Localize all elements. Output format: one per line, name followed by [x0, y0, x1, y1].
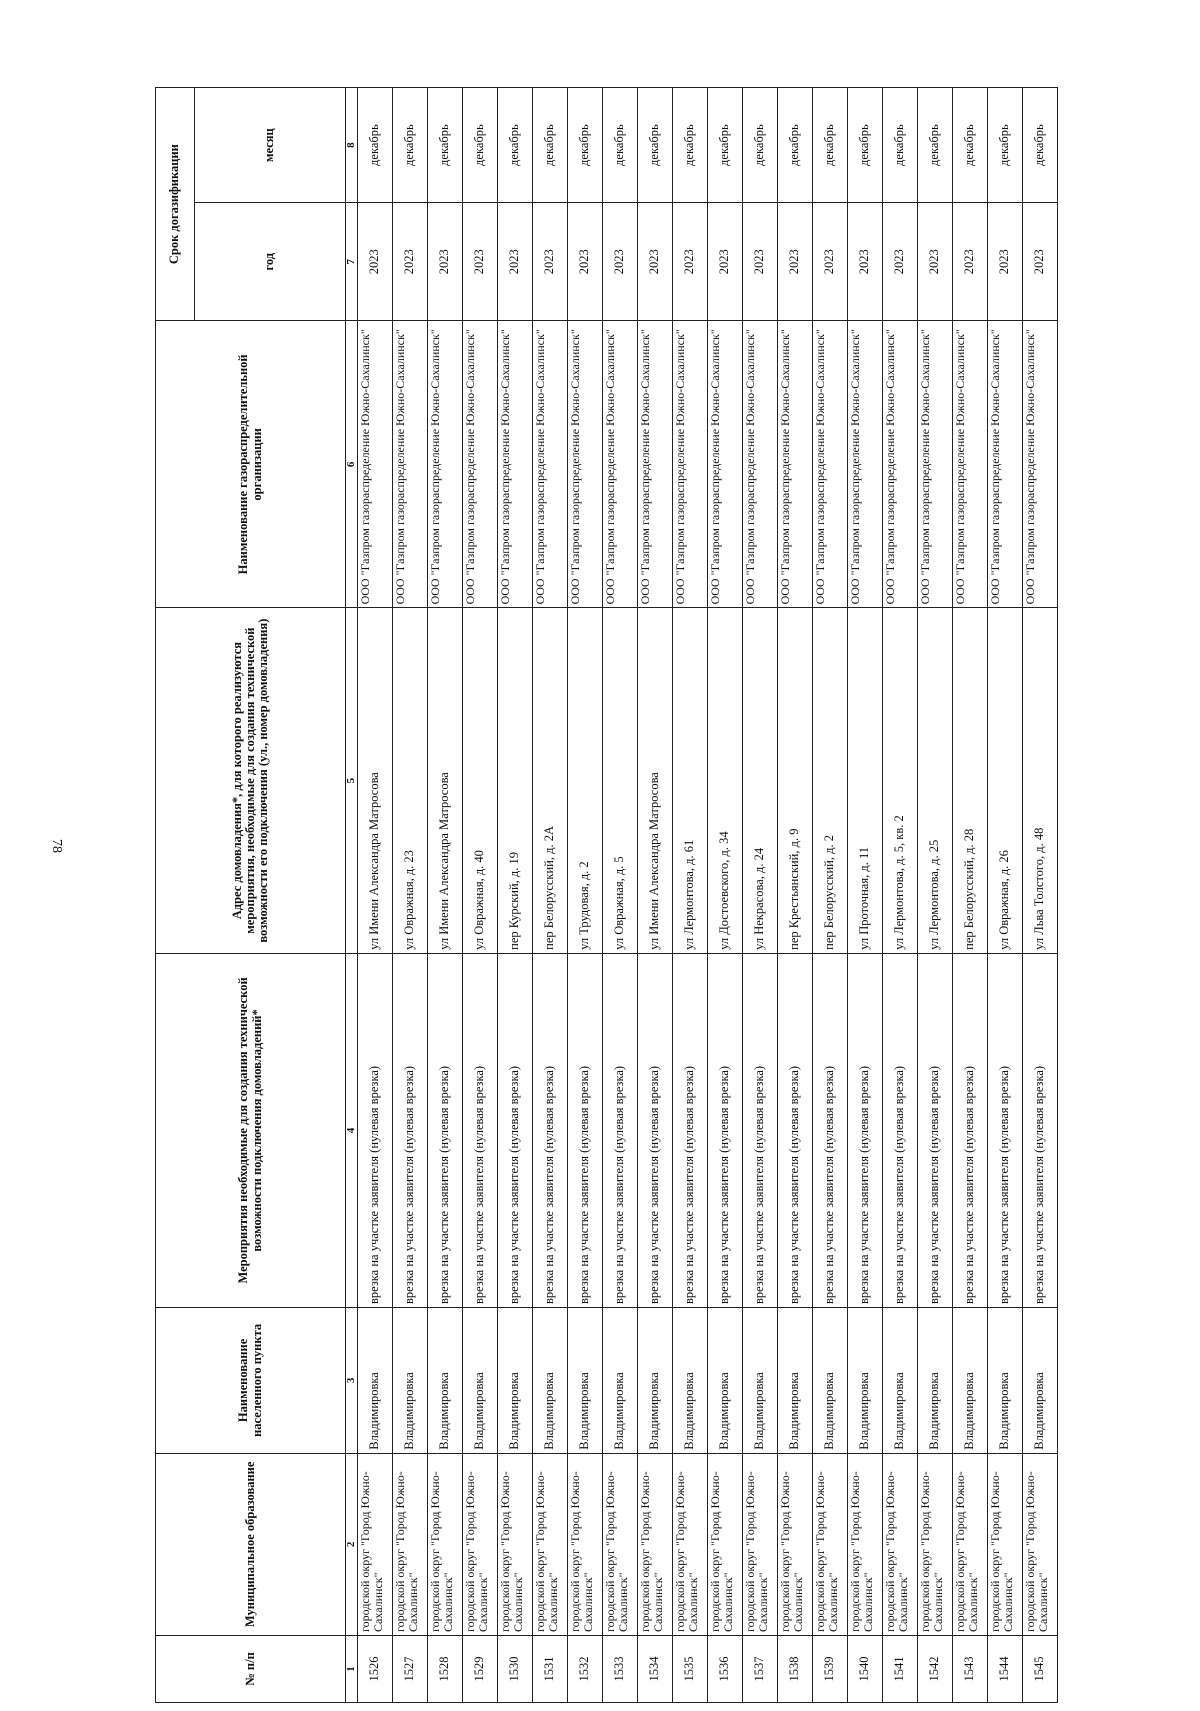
measures-cell: врезка на участке заявителя (нулевая врезка): [393, 953, 428, 1307]
measures-cell: врезка на участке заявителя (нулевая врезка): [673, 953, 708, 1307]
address-cell: ул Льва Толстого, д. 48: [1023, 608, 1058, 953]
organization-cell: ООО "Газпром газораспределение Южно-Сахалинск": [498, 321, 533, 608]
organization-cell: ООО "Газпром газораспределение Южно-Сахалинск": [883, 321, 918, 608]
organization-cell: ООО "Газпром газораспределение Южно-Сахалинск": [428, 321, 463, 608]
settlement-cell: Владимировка: [918, 1308, 953, 1454]
municipality-cell: городской округ "Город Южно-Сахалинск": [533, 1453, 568, 1635]
month-cell: декабрь: [568, 88, 603, 203]
header-organization: Наименование газораспределительной организации: [156, 321, 346, 608]
month-cell: декабрь: [498, 88, 533, 203]
organization-cell: ООО "Газпром газораспределение Южно-Сахалинск": [708, 321, 743, 608]
organization-cell: ООО "Газпром газораспределение Южно-Сахалинск": [393, 321, 428, 608]
municipality-cell: городской округ "Город Южно-Сахалинск": [918, 1453, 953, 1635]
settlement-cell: Владимировка: [813, 1308, 848, 1454]
row-number: 1527: [393, 1635, 428, 1702]
row-number: 1543: [953, 1635, 988, 1702]
row-number: 1536: [708, 1635, 743, 1702]
month-cell: декабрь: [638, 88, 673, 203]
organization-cell: ООО "Газпром газораспределение Южно-Сахалинск": [813, 321, 848, 608]
row-number: 1526: [358, 1635, 393, 1702]
settlement-cell: Владимировка: [638, 1308, 673, 1454]
row-number: 1534: [638, 1635, 673, 1702]
month-cell: декабрь: [988, 88, 1023, 203]
address-cell: пер Курский, д. 19: [498, 608, 533, 953]
table-row: [533, 88, 568, 1703]
municipality-cell: городской округ "Город Южно-Сахалинск": [428, 1453, 463, 1635]
header-deadline: Срок догазификации: [156, 88, 195, 321]
year-cell: 2023: [463, 203, 498, 321]
table-row: [743, 88, 778, 1703]
row-number: 1532: [568, 1635, 603, 1702]
year-cell: 2023: [953, 203, 988, 321]
address-cell: ул Имени Александра Матросова: [428, 608, 463, 953]
address-cell: пер Белорусский, д. 28: [953, 608, 988, 953]
table-header: [156, 88, 358, 1703]
month-cell: декабрь: [533, 88, 568, 203]
municipality-cell: городской округ "Город Южно-Сахалинск": [708, 1453, 743, 1635]
header-month: месяц: [195, 88, 346, 203]
organization-cell: ООО "Газпром газораспределение Южно-Сахалинск": [673, 321, 708, 608]
organization-cell: ООО "Газпром газораспределение Южно-Сахалинск": [918, 321, 953, 608]
settlement-cell: Владимировка: [603, 1308, 638, 1454]
table-row: [848, 88, 883, 1703]
municipality-cell: городской округ "Город Южно-Сахалинск": [1023, 1453, 1058, 1635]
year-cell: 2023: [813, 203, 848, 321]
organization-cell: ООО "Газпром газораспределение Южно-Сахалинск": [848, 321, 883, 608]
organization-cell: ООО "Газпром газораспределение Южно-Сахалинск": [638, 321, 673, 608]
organization-cell: ООО "Газпром газораспределение Южно-Сахалинск": [1023, 321, 1058, 608]
year-cell: 2023: [393, 203, 428, 321]
measures-cell: врезка на участке заявителя (нулевая врезка): [988, 953, 1023, 1307]
row-number: 1529: [463, 1635, 498, 1702]
year-cell: 2023: [428, 203, 463, 321]
year-cell: 2023: [1023, 203, 1058, 321]
municipality-cell: городской округ "Город Южно-Сахалинск": [673, 1453, 708, 1635]
address-cell: пер Крестьянский, д. 9: [778, 608, 813, 953]
measures-cell: врезка на участке заявителя (нулевая врезка): [358, 953, 393, 1307]
row-number: 1528: [428, 1635, 463, 1702]
municipality-cell: городской округ "Город Южно-Сахалинск": [953, 1453, 988, 1635]
month-cell: декабрь: [848, 88, 883, 203]
header-address: Адрес домовладения*, для которого реализуются мероприятия, необходимые для создания технической возможности его подключения (ул., номер домовладения): [156, 608, 346, 953]
table-row: [568, 88, 603, 1703]
month-cell: декабрь: [1023, 88, 1058, 203]
settlement-cell: Владимировка: [673, 1308, 708, 1454]
measures-cell: врезка на участке заявителя (нулевая врезка): [1023, 953, 1058, 1307]
year-cell: 2023: [918, 203, 953, 321]
settlement-cell: Владимировка: [778, 1308, 813, 1454]
measures-cell: врезка на участке заявителя (нулевая врезка): [743, 953, 778, 1307]
organization-cell: ООО "Газпром газораспределение Южно-Сахалинск": [568, 321, 603, 608]
year-cell: 2023: [883, 203, 918, 321]
column-number: 7: [346, 203, 358, 321]
municipality-cell: городской округ "Город Южно-Сахалинск": [743, 1453, 778, 1635]
organization-cell: ООО "Газпром газораспределение Южно-Сахалинск": [743, 321, 778, 608]
header-year: год: [195, 203, 346, 321]
year-cell: 2023: [673, 203, 708, 321]
address-cell: ул Овражная, д. 40: [463, 608, 498, 953]
table-row: [918, 88, 953, 1703]
month-cell: декабрь: [708, 88, 743, 203]
row-number: 1540: [848, 1635, 883, 1702]
month-cell: декабрь: [603, 88, 638, 203]
address-cell: ул Имени Александра Матросова: [358, 608, 393, 953]
table-row: [603, 88, 638, 1703]
month-cell: декабрь: [463, 88, 498, 203]
column-number: 5: [346, 608, 358, 953]
settlement-cell: Владимировка: [848, 1308, 883, 1454]
organization-cell: ООО "Газпром газораспределение Южно-Сахалинск": [778, 321, 813, 608]
month-cell: декабрь: [953, 88, 988, 203]
measures-cell: врезка на участке заявителя (нулевая врезка): [778, 953, 813, 1307]
row-number: 1541: [883, 1635, 918, 1702]
municipality-cell: городской округ "Город Южно-Сахалинск": [463, 1453, 498, 1635]
table-row: [463, 88, 498, 1703]
municipality-cell: городской округ "Город Южно-Сахалинск": [638, 1453, 673, 1635]
table-row: [393, 88, 428, 1703]
column-number: 6: [346, 321, 358, 608]
address-cell: ул Лермонтова, д. 61: [673, 608, 708, 953]
settlement-cell: Владимировка: [883, 1308, 918, 1454]
row-number: 1537: [743, 1635, 778, 1702]
settlement-cell: Владимировка: [358, 1308, 393, 1454]
page-number: 78: [49, 839, 64, 853]
organization-cell: ООО "Газпром газораспределение Южно-Сахалинск": [463, 321, 498, 608]
year-cell: 2023: [358, 203, 393, 321]
header-settlement: Наименование населенного пункта: [156, 1308, 346, 1454]
measures-cell: врезка на участке заявителя (нулевая врезка): [918, 953, 953, 1307]
year-cell: 2023: [743, 203, 778, 321]
settlement-cell: Владимировка: [953, 1308, 988, 1454]
header-measures: Мероприятия необходимые для создания технической возможности подключения домовладений*: [156, 953, 346, 1307]
row-number: 1533: [603, 1635, 638, 1702]
column-number: 8: [346, 88, 358, 203]
municipality-cell: городской округ "Город Южно-Сахалинск": [393, 1453, 428, 1635]
organization-cell: ООО "Газпром газораспределение Южно-Сахалинск": [988, 321, 1023, 608]
settlement-cell: Владимировка: [428, 1308, 463, 1454]
month-cell: декабрь: [813, 88, 848, 203]
address-cell: ул Овражная, д. 5: [603, 608, 638, 953]
measures-cell: врезка на участке заявителя (нулевая врезка): [638, 953, 673, 1307]
address-cell: ул Трудовая, д. 2: [568, 608, 603, 953]
year-cell: 2023: [988, 203, 1023, 321]
measures-cell: врезка на участке заявителя (нулевая врезка): [883, 953, 918, 1307]
month-cell: декабрь: [743, 88, 778, 203]
table-row: [708, 88, 743, 1703]
month-cell: декабрь: [778, 88, 813, 203]
row-number: 1530: [498, 1635, 533, 1702]
measures-cell: врезка на участке заявителя (нулевая врезка): [813, 953, 848, 1307]
settlement-cell: Владимировка: [498, 1308, 533, 1454]
address-cell: пер Белорусский, д. 2: [813, 608, 848, 953]
measures-cell: врезка на участке заявителя (нулевая врезка): [848, 953, 883, 1307]
header-municipality: Муниципальное образование: [156, 1453, 346, 1635]
table-row: [883, 88, 918, 1703]
municipality-cell: городской округ "Город Южно-Сахалинск": [778, 1453, 813, 1635]
row-number: 1538: [778, 1635, 813, 1702]
column-number: 1: [346, 1635, 358, 1702]
column-number: 3: [346, 1308, 358, 1454]
municipality-cell: городской округ "Город Южно-Сахалинск": [568, 1453, 603, 1635]
year-cell: 2023: [708, 203, 743, 321]
row-number: 1542: [918, 1635, 953, 1702]
row-number: 1539: [813, 1635, 848, 1702]
settlement-cell: Владимировка: [568, 1308, 603, 1454]
municipality-cell: городской округ "Город Южно-Сахалинск": [988, 1453, 1023, 1635]
column-number: 2: [346, 1453, 358, 1635]
measures-cell: врезка на участке заявителя (нулевая врезка): [498, 953, 533, 1307]
settlement-cell: Владимировка: [1023, 1308, 1058, 1454]
address-cell: ул Некрасова, д. 24: [743, 608, 778, 953]
year-cell: 2023: [848, 203, 883, 321]
address-cell: ул Овражная, д. 26: [988, 608, 1023, 953]
municipality-cell: городской округ "Город Южно-Сахалинск": [813, 1453, 848, 1635]
address-cell: ул Имени Александра Матросова: [638, 608, 673, 953]
column-number-row: [346, 88, 358, 1703]
settlement-cell: Владимировка: [533, 1308, 568, 1454]
organization-cell: ООО "Газпром газораспределение Южно-Сахалинск": [953, 321, 988, 608]
year-cell: 2023: [498, 203, 533, 321]
month-cell: декабрь: [918, 88, 953, 203]
measures-cell: врезка на участке заявителя (нулевая врезка): [708, 953, 743, 1307]
month-cell: декабрь: [393, 88, 428, 203]
municipality-cell: городской округ "Город Южно-Сахалинск": [603, 1453, 638, 1635]
table-row: [358, 88, 393, 1703]
measures-cell: врезка на участке заявителя (нулевая врезка): [568, 953, 603, 1307]
gasification-table: [155, 87, 1058, 1703]
month-cell: декабрь: [673, 88, 708, 203]
rotated-table-container: [155, 87, 1063, 1703]
row-number: 1531: [533, 1635, 568, 1702]
municipality-cell: городской округ "Город Южно-Сахалинск": [358, 1453, 393, 1635]
year-cell: 2023: [533, 203, 568, 321]
settlement-cell: Владимировка: [463, 1308, 498, 1454]
year-cell: 2023: [603, 203, 638, 321]
column-number: 4: [346, 953, 358, 1307]
month-cell: декабрь: [358, 88, 393, 203]
address-cell: ул Лермонтова, д. 25: [918, 608, 953, 953]
address-cell: ул Овражная, д. 23: [393, 608, 428, 953]
organization-cell: ООО "Газпром газораспределение Южно-Сахалинск": [533, 321, 568, 608]
table-row: [953, 88, 988, 1703]
measures-cell: врезка на участке заявителя (нулевая врезка): [953, 953, 988, 1307]
row-number: 1545: [1023, 1635, 1058, 1702]
year-cell: 2023: [638, 203, 673, 321]
settlement-cell: Владимировка: [988, 1308, 1023, 1454]
settlement-cell: Владимировка: [708, 1308, 743, 1454]
address-cell: пер Белорусский, д. 2А: [533, 608, 568, 953]
year-cell: 2023: [568, 203, 603, 321]
municipality-cell: городской округ "Город Южно-Сахалинск": [848, 1453, 883, 1635]
month-cell: декабрь: [883, 88, 918, 203]
table-body: [358, 88, 1058, 1703]
address-cell: ул Лермонтова, д. 5, кв. 2: [883, 608, 918, 953]
header-no: № п/п: [156, 1635, 346, 1702]
address-cell: ул Проточная, д. 11: [848, 608, 883, 953]
municipality-cell: городской округ "Город Южно-Сахалинск": [498, 1453, 533, 1635]
table-row: [988, 88, 1023, 1703]
measures-cell: врезка на участке заявителя (нулевая врезка): [463, 953, 498, 1307]
municipality-cell: городской округ "Город Южно-Сахалинск": [883, 1453, 918, 1635]
settlement-cell: Владимировка: [393, 1308, 428, 1454]
measures-cell: врезка на участке заявителя (нулевая врезка): [533, 953, 568, 1307]
measures-cell: врезка на участке заявителя (нулевая врезка): [603, 953, 638, 1307]
address-cell: ул Достоевского, д. 34: [708, 608, 743, 953]
table-row: [673, 88, 708, 1703]
table-row: [428, 88, 463, 1703]
table-row: [778, 88, 813, 1703]
settlement-cell: Владимировка: [743, 1308, 778, 1454]
table-row: [813, 88, 848, 1703]
organization-cell: ООО "Газпром газораспределение Южно-Сахалинск": [358, 321, 393, 608]
table-row: [1023, 88, 1058, 1703]
table-row: [638, 88, 673, 1703]
organization-cell: ООО "Газпром газораспределение Южно-Сахалинск": [603, 321, 638, 608]
year-cell: 2023: [778, 203, 813, 321]
table-row: [498, 88, 533, 1703]
row-number: 1535: [673, 1635, 708, 1702]
month-cell: декабрь: [428, 88, 463, 203]
measures-cell: врезка на участке заявителя (нулевая врезка): [428, 953, 463, 1307]
row-number: 1544: [988, 1635, 1023, 1702]
